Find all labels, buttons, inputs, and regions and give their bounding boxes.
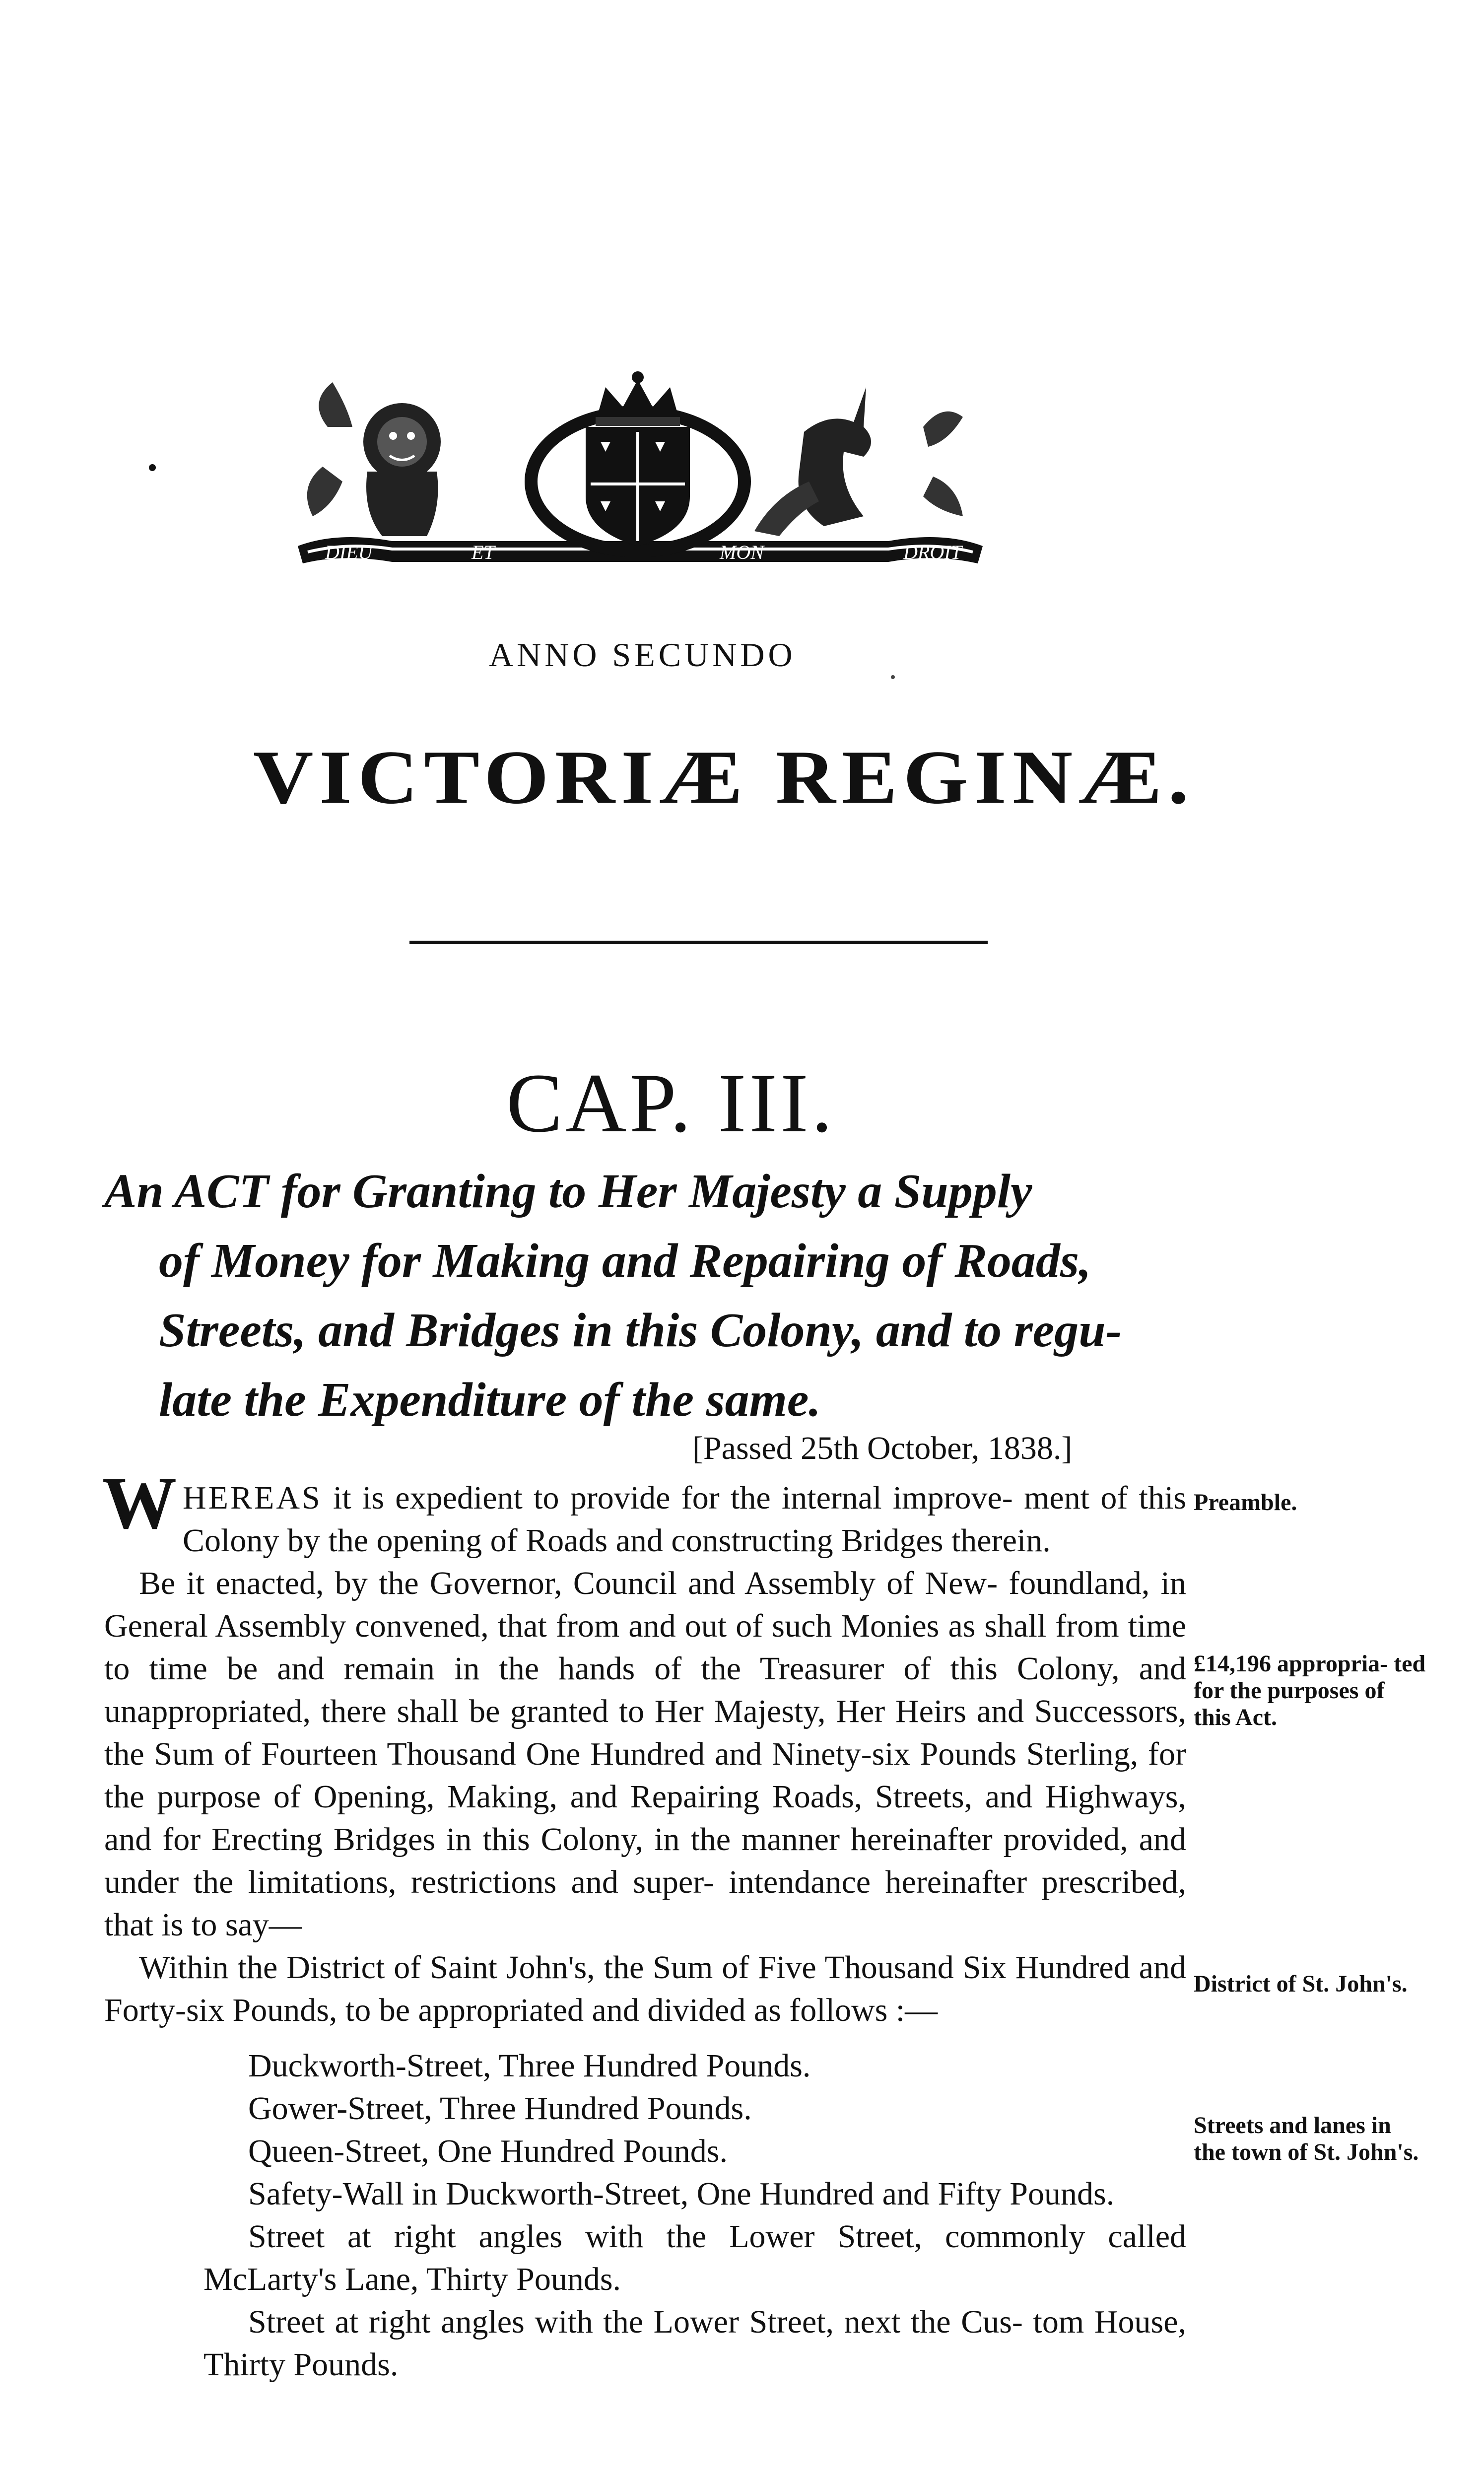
- royal-coat-of-arms: [278, 367, 998, 576]
- margin-note-district: District of St. John's.: [1194, 1971, 1408, 1997]
- drop-cap: W: [102, 1462, 177, 1544]
- list-item: Street at right angles with the Lower Street, commonly called McLarty's Lane, Thirty Pounds.: [203, 2218, 1186, 2297]
- lion-supporter-icon: [307, 382, 441, 536]
- svg-text:ET: ET: [472, 541, 495, 563]
- whereas-lead: HEREAS: [183, 1480, 322, 1516]
- margin-note-appropriation: £14,196 appropria- ted for the purposes of this Act.: [1194, 1651, 1426, 1730]
- document-page: DIEU ET MON DROIT ANNO SECUNDO VICTORIÆ REGINÆ. CAP. III. An ACT for Granting to Her Majesty a Supply of Money for Making and Repairing of Roads, Streets, and Bridges in this Colony, and to regu- late the Expenditure of the same. [Passed 25th October, 1838.] WHEREAS it is expedient to provide for the internal improve- ment of this Colony by the opening of Roads and constructing Bridges therein. Be it enacted, by the Governor, Council and Assembly of New- foundland, in General Assembly convened, that from and out of such Monies as shall from time to time be and remain in the hands of the Treasurer of this Colony, and unappropriated, there shall be granted to Her Majesty, Her Heirs and Successors, the Sum of Fourteen Thousand One Hundred and Ninety-six Pounds Sterling, for the purpose of Opening, Making, and Repairing Roads, Streets, and Highways, and for Erecting Bridges in this Colony, in the manner hereinafter provided, and under the limitations, restrictions and super- intendance hereinafter prescribed, that is to say— Within the District of Saint John's, the Sum of Five Thousand Six Hundred and Forty-six Pounds, to be appropriated and divided as follows :— Duckworth-Street, Three Hundred Pounds. Gower-Street, Three Hundred Pounds. Queen-Street, One Hundred Pounds. Safety-Wall in Duckworth-Street, One Hundred and Fifty Pounds. Street at right angles with the Lower Street, commonly called McLarty's Lane, Thirty Pounds. Street at right angles with the Lower Street, next the Cus- tom House, Thirty Pounds. Preamble. £14,196 appropria- ted for the purposes of this Act. District of St. John's. Streets and lanes in the town of St. John's.: [0, 0, 1484, 2482]
- act-title-line: Streets, and Bridges in this Colony, and to regu-: [159, 1304, 1122, 1357]
- enacting-paragraph: Be it enacted, by the Governor, Council and Assembly of New- foundland, in General Assembly convened, that from and out of such Monies as shall from time to time be and remain in the hands of the Treasurer of this Colony, and unappropriated, there shall be granted to Her Majesty, Her Heirs and Successors, the Sum of Fourteen Thousand One Hundred and Ninety-six Pounds Sterling, for the purpose of Opening, Making, and Repairing Roads, Streets, and Highways, and for Erecting Bridges in this Colony, in the manner hereinafter provided, and under the limitations, restrictions and super- intendance hereinafter prescribed, that is to say—: [104, 1565, 1186, 1943]
- list-item: Duckworth-Street, Three Hundred Pounds.: [248, 2048, 811, 2084]
- svg-text:MON: MON: [720, 541, 764, 563]
- stray-mark: [891, 675, 895, 679]
- horizontal-rule: [409, 941, 988, 944]
- list-item: Street at right angles with the Lower Street, next the Cus- tom House, Thirty Pounds.: [203, 2304, 1186, 2383]
- margin-note-streets: Streets and lanes in the town of St. John's.: [1194, 2112, 1419, 2165]
- shield-and-garter-icon: [531, 371, 744, 551]
- list-item: Gower-Street, Three Hundred Pounds.: [248, 2090, 752, 2127]
- svg-text:DIEU: DIEU: [325, 541, 373, 563]
- stray-mark: [149, 464, 156, 471]
- reign-heading: VICTORIÆ REGINÆ.: [253, 735, 1195, 820]
- unicorn-supporter-icon: [754, 387, 963, 536]
- chapter-heading: CAP. III.: [506, 1056, 836, 1150]
- preamble-text: it is expedient to provide for the internal improve- ment of this Colony by the opening of Roads and constructing Bridges therein.: [183, 1480, 1186, 1559]
- act-body: [102, 1462, 1186, 2386]
- preamble-paragraph: [102, 1462, 1186, 1562]
- district-paragraph: Within the District of Saint John's, the Sum of Five Thousand Six Hundred and Forty-six Pounds, to be appropriated and divided as follows :—: [104, 1949, 1186, 2028]
- act-title-line: late the Expenditure of the same.: [159, 1373, 821, 1427]
- act-title-line: An ACT for Granting to Her Majesty a Supply: [104, 1165, 1032, 1218]
- act-title-line: of Money for Making and Repairing of Roads,: [159, 1234, 1091, 1288]
- passed-date: [Passed 25th October, 1838.]: [692, 1430, 1073, 1466]
- margin-note-preamble: Preamble.: [1194, 1489, 1297, 1516]
- list-item: Safety-Wall in Duckworth-Street, One Hundred and Fifty Pounds.: [248, 2176, 1115, 2212]
- act-title: [104, 1157, 1196, 1435]
- list-item: Queen-Street, One Hundred Pounds.: [248, 2133, 728, 2169]
- svg-text:DROIT: DROIT: [903, 541, 962, 563]
